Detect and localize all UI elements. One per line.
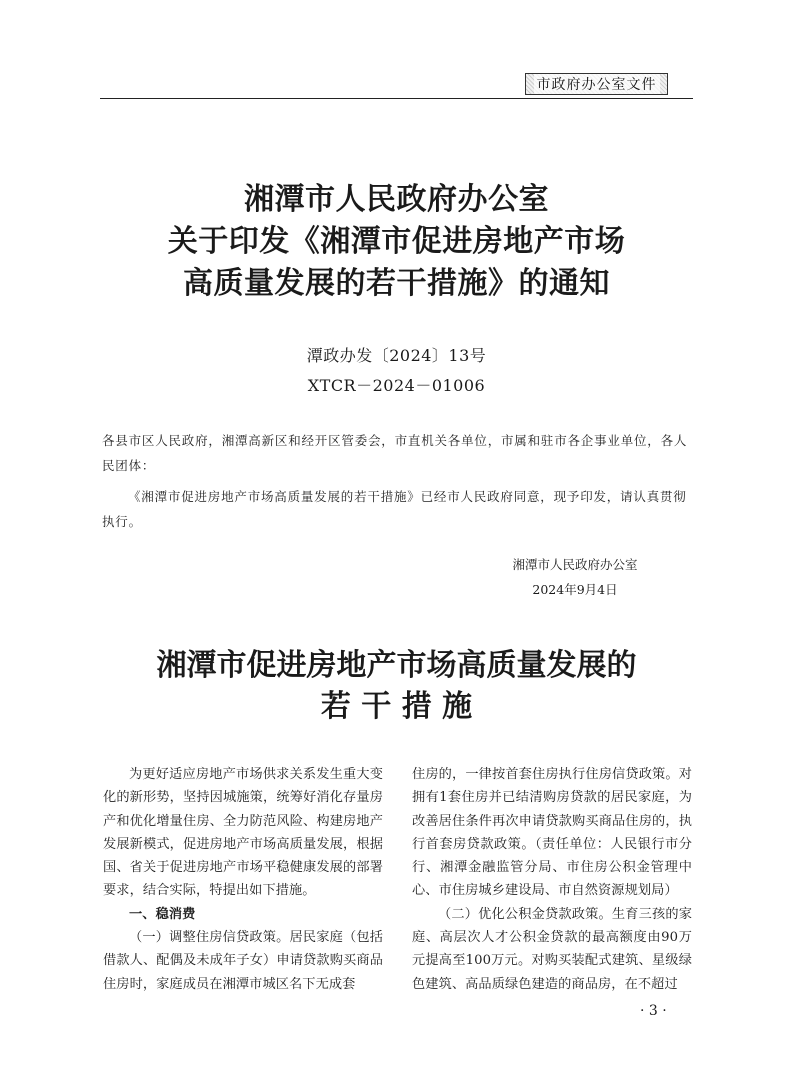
notice-body: 《湘潭市促进房地产市场高质量发展的若干措施》已经市人民政府同意，现予印发，请认真贯彻执行。 xyxy=(102,489,687,529)
notice-title-line-1: 湘潭市人民政府办公室 xyxy=(244,182,549,217)
signature: 湘潭市人民政府办公室 xyxy=(512,557,638,572)
intro-paragraph: 为更好适应房地产市场供求关系发生重大变化的新形势，坚持因城施策，统筹好消化存量房产和优化增量住房、全力防范风险、构建房地产发展新模式，促进房地产市场高质量发展，根据国、省关于促进房地产市场平稳健康发展的部署要求，结合实际，特提出如下措施。 xyxy=(103,767,383,899)
measures-title-line-1: 湘潭市促进房地产市场高质量发展的 xyxy=(156,648,637,683)
header-badge-label: 市政府办公室文件 xyxy=(534,74,660,94)
item-2-paragraph: （二）优化公积金贷款政策。生育三孩的家庭、高层次人才公积金贷款的最高额度由90万元提高至100万元。对购买装配式建筑、星级绿色建筑、高品质绿色建造的商品房，在不超过 xyxy=(412,906,692,992)
reg-number: XTCR－2024－01006 xyxy=(307,376,486,395)
notice-title-line-3: 高质量发展的若干措施》的通知 xyxy=(183,266,610,301)
measures-title-line-2: 若 干 措 施 xyxy=(320,689,473,724)
notice-title-line-2: 关于印发《湘潭市促进房地产市场 xyxy=(167,224,626,259)
page-number: · 3 · xyxy=(640,1003,667,1019)
header-badge xyxy=(525,73,668,95)
addressee: 各县市区人民政府，湘潭高新区和经开区管委会，市直机关各单位，市属和驻市各企事业单位，各人民团体： xyxy=(102,433,688,473)
column-right xyxy=(412,763,692,996)
section-heading: 一、稳消费 xyxy=(129,906,196,922)
header-rule xyxy=(100,98,693,99)
item-1-continued: 住房的，一律按首套住房执行住房信贷政策。对拥有1套住房并已结清购房贷款的居民家庭，为改善居住条件再次申请贷款购买商品住房的，执行首套房贷款政策。（责任单位：人民银行市分行、湘潭金融监管分局、市住房公积金管理中心、市住房城乡建设局、市自然资源规划局） xyxy=(412,767,692,899)
doc-number: 潭政办发〔2024〕13号 xyxy=(306,346,487,365)
item-1-paragraph: （一）调整住房信贷政策。居民家庭（包括借款人、配偶及未成年子女）申请贷款购买商品住房时，家庭成员在湘潭市城区名下无成套 xyxy=(103,930,383,992)
column-left xyxy=(103,763,383,996)
date: 2024年9月4日 xyxy=(532,582,618,597)
